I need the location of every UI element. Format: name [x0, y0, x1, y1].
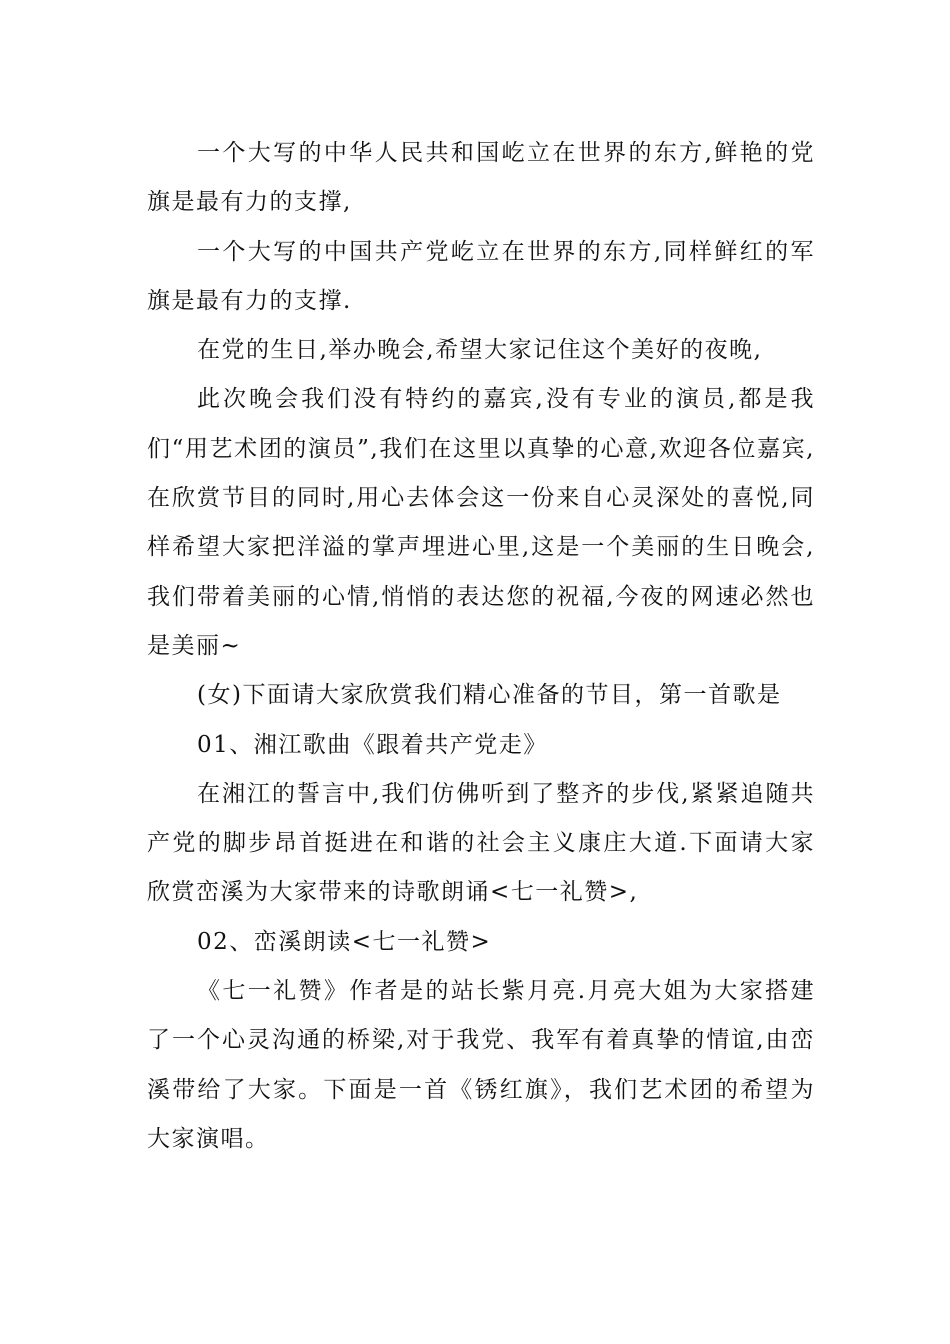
program-item-01: 01、湘江歌曲《跟着共产党走》	[197, 731, 548, 758]
paragraph-2: 一个大写的中国共产党屹立在世界的东方,同样鲜红的军旗是最有力的支撑.	[147, 238, 815, 314]
paragraph-3: 在党的生日,举办晚会,希望大家记住这个美好的夜晚,	[197, 337, 763, 364]
program-item-02: 02、峦溪朗读<七一礼赞>	[197, 928, 492, 955]
paragraph-5: (女)下面请大家欣赏我们精心准备的节目，第一首歌是	[197, 682, 782, 709]
paragraph-4: 此次晚会我们没有特约的嘉宾,没有专业的演员,都是我们“用艺术团的演员”,我们在这里以真挚的心意,欢迎各位嘉宾,在欣赏节目的同时,用心去体会这一份来自心灵深处的喜悦,同样希望大家把洋溢的掌声埋进心里,这是一个美丽的生日晚会,我们带着美丽的心情,悄悄的表达您的祝福,今夜的网速必然也是美丽~	[147, 386, 815, 659]
paragraph-1: 一个大写的中华人民共和国屹立在世界的东方,鲜艳的党旗是最有力的支撑,	[147, 140, 815, 216]
document-body	[147, 129, 815, 1164]
paragraph-7: 在湘江的誓言中,我们仿佛听到了整齐的步伐,紧紧追随共产党的脚步昂首挺进在和谐的社会主义康庄大道.下面请大家欣赏峦溪为大家带来的诗歌朗诵<七一礼赞>,	[147, 780, 815, 906]
paragraph-9: 《七一礼赞》作者是的站长紫月亮.月亮大姐为大家搭建了一个心灵沟通的桥梁,对于我党、我军有着真挚的情谊,由峦溪带给了大家。下面是一首《锈红旗》，我们艺术团的希望为大家演唱。	[147, 978, 815, 1152]
